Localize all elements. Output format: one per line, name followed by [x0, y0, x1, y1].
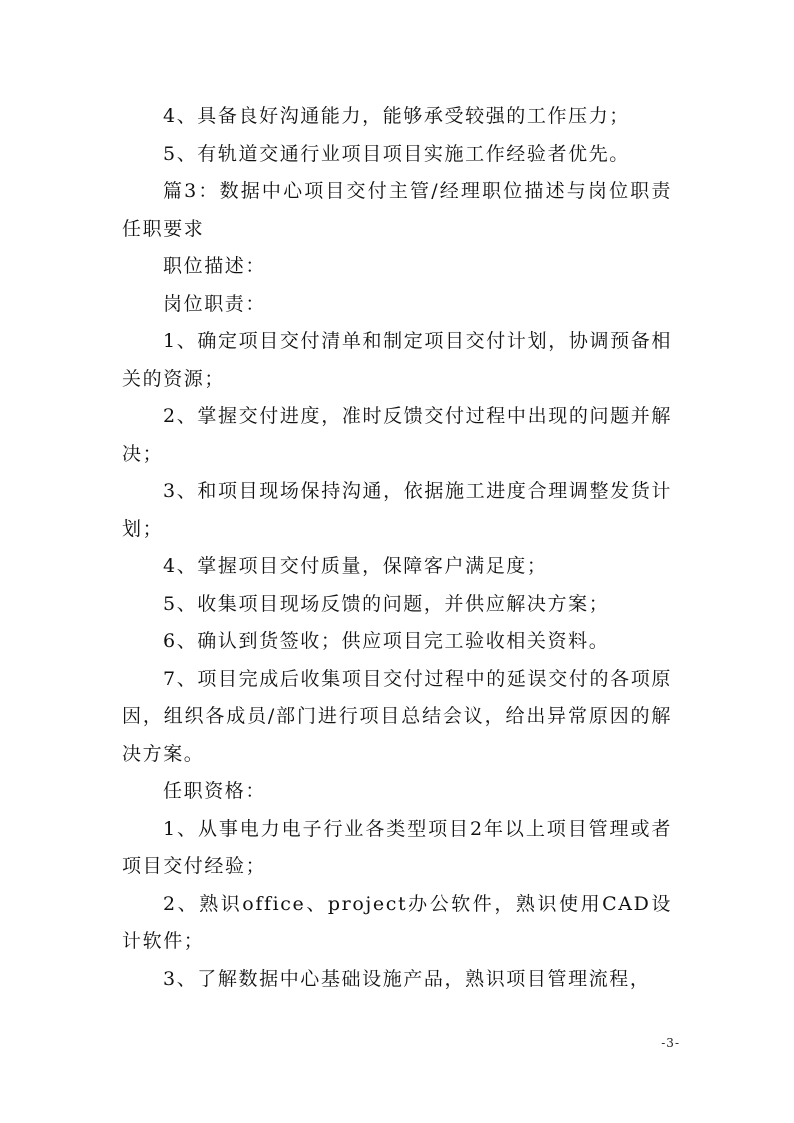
qualification-item-1: 1、从事电力电子行业各类型项目2年以上项目管理或者项目交付经验；	[122, 817, 672, 877]
responsibility-item-7: 7、项目完成后收集项目交付过程中的延误交付的各项原因，组织各成员/部门进行项目总结会议，给出异常原因的解决方案。	[122, 667, 672, 765]
responsibility-item-3: 3、和项目现场保持沟通，依据施工进度合理调整发货计划；	[122, 480, 672, 540]
paragraph-requirement-5: 5、有轨道交通行业项目项目实施工作经验者优先。	[163, 142, 630, 165]
document-body	[122, 98, 672, 998]
responsibility-item-1: 1、确定项目交付清单和制定项目交付计划，协调预备相关的资源；	[122, 330, 672, 390]
section-heading: 篇3：数据中心项目交付主管/经理职位描述与岗位职责任职要求	[122, 180, 672, 240]
qualification-item-2: 2、熟识office、project办公软件，熟识使用CAD设计软件；	[122, 892, 672, 952]
paragraph-requirement-4: 4、具备良好沟通能力，能够承受较强的工作压力；	[163, 105, 630, 127]
qualification-item-3: 3、了解数据中心基础设施产品，熟识项目管理流程，	[163, 967, 651, 990]
responsibility-item-5: 5、收集项目现场反馈的问题，并供应解决方案；	[163, 592, 610, 615]
responsibility-item-6: 6、确认到货签收；供应项目完工验收相关资料。	[163, 630, 610, 652]
qualifications-label: 任职资格：	[163, 780, 267, 802]
responsibilities-label: 岗位职责：	[163, 292, 267, 315]
page-number: -3-	[661, 1036, 680, 1050]
job-description-label: 职位描述：	[163, 255, 267, 277]
responsibility-item-2: 2、掌握交付进度，准时反馈交付过程中出现的问题并解决；	[122, 405, 672, 465]
responsibility-item-4: 4、掌握项目交付质量，保障客户满足度；	[163, 555, 548, 577]
